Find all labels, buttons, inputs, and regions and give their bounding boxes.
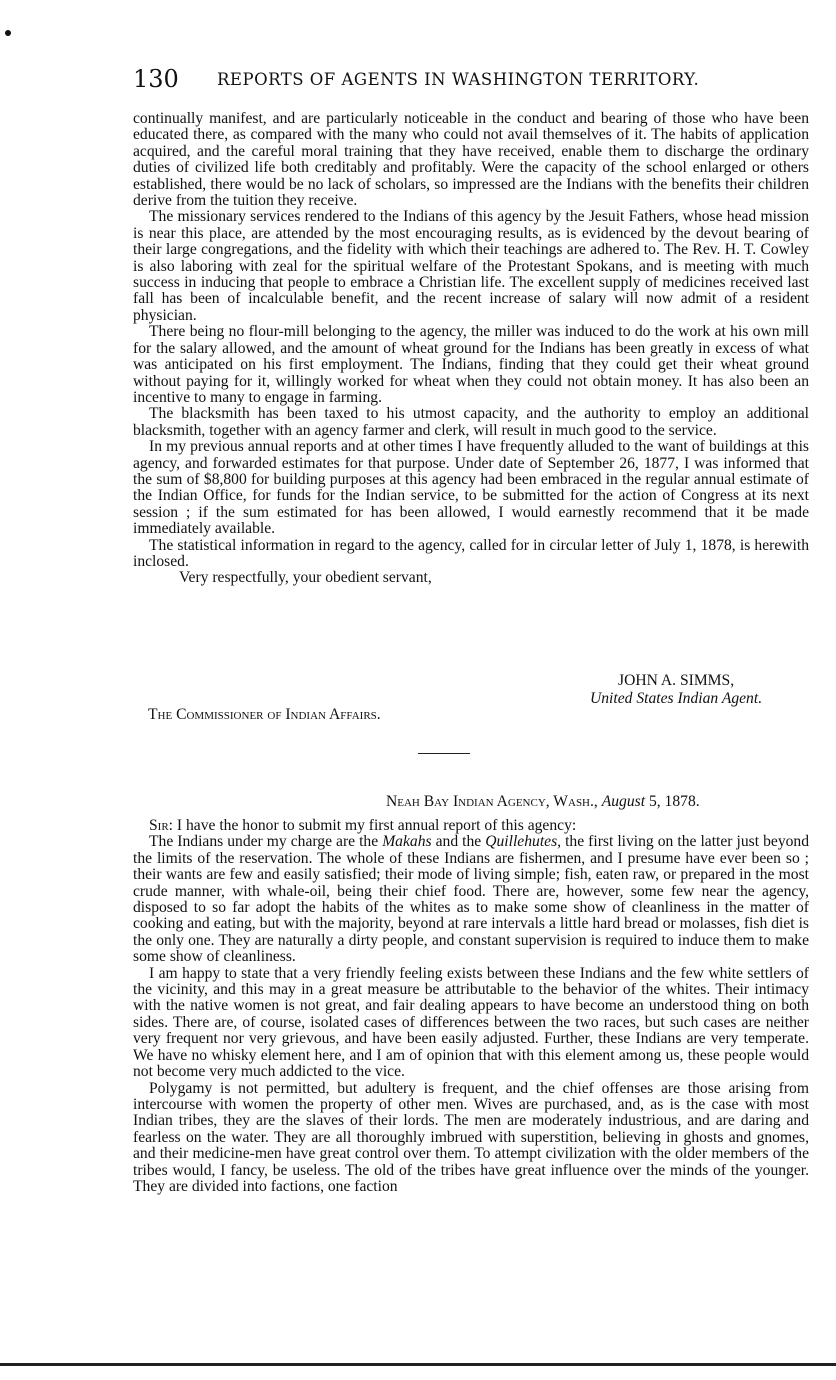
- signature-name: JOHN A. SIMMS,: [618, 672, 735, 689]
- closing-line: Very respectfully, your obedient servant,: [179, 569, 432, 587]
- salutation-paragraph: [133, 818, 809, 834]
- signature-title: United States Indian Agent.: [590, 690, 763, 707]
- paragraph: [133, 834, 809, 965]
- paragraph: The blacksmith has been taxed to his utmost capacity, and the authority to employ an additional blacksmith, together with an agency farmer and clerk, will result in much good to the service.: [133, 405, 809, 439]
- paragraph: In my previous annual reports and at other times I have frequently alluded to the want of buildings at this agency, and forwarded estimates for that purpose. Under date of September 26, 1877, I was informed that the sum of $8,800 for building purposes at this agency had been embraced in the regular annual estimate of the Indian Office, for funds for the Indian service, to be submitted for the action of Congress at its next session ; if the sum estimated for has been allowed, I would earnestly recommend that it be made immediately available.: [133, 438, 809, 538]
- page-header: [133, 64, 813, 94]
- running-title: REPORTS OF AGENTS IN WASHINGTON TERRITORY.: [217, 70, 700, 89]
- dateline-place: Neah Bay Indian Agency, Wash.,: [386, 793, 598, 810]
- tribe-name: Quillehutes,: [485, 833, 562, 851]
- paragraph: I am happy to state that a very friendly feeling exists between these Indians and the few white settlers of the vicinity, and this may in a great measure be attributable to the behavior of the whites. Their intimacy with the native women is not great, and fair dealing appears to have become an understood thing on both sides. There are, of course, isolated cases of differences between the two races, but such cases are neither very frequent nor very grievous, and have been easily adjusted. Further, these Indians are very temperate. We have no whisky element here, and I am of opinion that with this element among us, these people would not become very much addicted to the vice.: [133, 964, 809, 1081]
- text-run: The Indians under my charge are the: [149, 833, 383, 851]
- paragraph: The statistical information in regard to the agency, called for in circular letter of July 1, 1878, is herewith inclosed.: [133, 536, 809, 570]
- neah-bay-report-body: [133, 818, 809, 1195]
- paragraph: continually manifest, and are particularly noticeable in the conduct and bearing of those who have been educated there, as compared with the many who could not avail themselves of it. The habits of application acquired, and the careful moral training that they have received, enable them to discharge the ordinary duties of civilized life both creditably and profitably. Were the capacity of the school enlarged or others established, there would be no lack of scholars, so impressed are the Indians with the benefits their children derive from the tuition they receive.: [133, 110, 809, 210]
- paragraph: There being no flour-mill belonging to the agency, the miller was induced to do the work at his own mill for the salary allowed, and the amount of wheat ground for the Indians has been greatly in excess of what was anticipated on his first employment. The Indians, finding that they could get their wheat ground without paying for it, willingly worked for wheat when they could not obtain money. It has also been an incentive to many to engage in farming.: [133, 323, 809, 406]
- intro-text: I have the honor to submit my first annual report of this agency:: [176, 817, 577, 834]
- page-number: 130: [133, 65, 179, 93]
- margin-dot: [5, 30, 11, 36]
- dateline-month: August: [601, 793, 646, 810]
- text-run: and the: [431, 833, 486, 851]
- agent-report-body: [133, 111, 809, 587]
- section-divider: [418, 753, 470, 754]
- dateline: [386, 793, 700, 811]
- addressee: The Commissioner of Indian Affairs.: [148, 706, 381, 723]
- text-run: the first living on the latter just beyond the limits of the reservation. The whole of these Indians are fishermen, and I presume have ever been so ; their wants are few and easily satisfied; their mode of living simple; fish, eaten raw, or prepared in the most crude manner, with whale-oil, being their chief food. There are, however, some few near the agency, disposed to so far adopt the habits of the whites as to make some show of cleanliness in the matter of cooking and eating, but with the majority, beyond at rare intervals a little hard bread or molasses, fish diet is the only one. They are naturally a dirty people, and constant supervision is required to induce them to make some show of cleanliness.: [133, 833, 810, 966]
- tribe-name: Makahs: [382, 833, 432, 851]
- paragraph: Polygamy is not permitted, but adultery is frequent, and the chief offenses are those arising from intercourse with women the property of other men. Wives are purchased, and, as is the case with most Indian tribes, they are the slaves of their lords. The men are moderately industrious, and are daring and fearless on the water. They are all thoroughly imbrued with superstition, believing in ghosts and gnomes, and their medicine-men have great control over them. To attempt civilization with the older members of the tribes would, I fancy, be useless. The old of the tribes have great influence over the minds of the younger. They are divided into factions, one faction: [133, 1079, 809, 1195]
- dateline-day-year: 5, 1878.: [648, 793, 700, 810]
- bottom-border: [0, 1363, 836, 1366]
- paragraph: The missionary services rendered to the Indians of this agency by the Jesuit Fathers, whose head mission is near this place, are attended by the most encouraging results, as is evidenced by the devout bearing of their large congregations, and the fidelity with which their teachings are adhered to. The Rev. H. T. Cowley is also laboring with zeal for the spiritual welfare of the Protestant Spokans, and is meeting with much success in inducing that people to embrace a Christian life. The excellent supply of medicines received last fall has been of incalculable benefit, and the recent increase of salary will now admit of a resident physician.: [133, 208, 809, 324]
- salutation: Sir:: [149, 817, 174, 834]
